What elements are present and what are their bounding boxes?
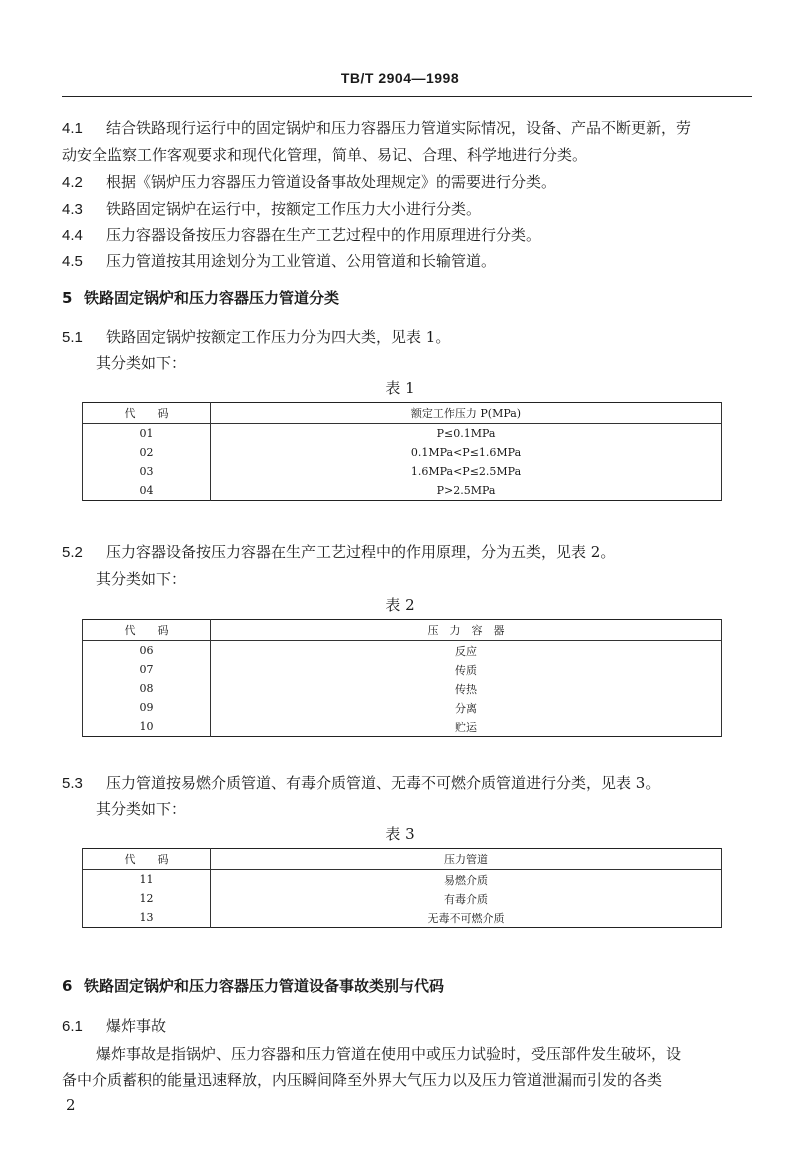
value-cell: 传质 — [211, 660, 722, 679]
table-2-caption: 表 2 — [385, 596, 415, 614]
code-cell: 08 — [83, 679, 211, 698]
clause-4-3 — [62, 198, 752, 219]
column-header: 代 码 — [83, 403, 211, 424]
section-title: 铁路固定锅炉和压力容器压力管道分类 — [84, 289, 340, 307]
clause-number: 4.5 — [62, 253, 83, 270]
column-header: 代 码 — [83, 620, 211, 641]
clause-text: 压力管道按其用途划分为工业管道、公用管道和长输管道。 — [106, 252, 497, 270]
code-cell: 02 — [83, 443, 211, 462]
header-rule — [62, 96, 752, 97]
code-cell: 12 — [83, 889, 211, 908]
table-row — [83, 889, 722, 908]
clause-text: 压力管道按易燃介质管道、有毒介质管道、无毒不可燃介质管道进行分类，见表 3。 — [106, 774, 661, 792]
section-number: 5 — [62, 289, 73, 307]
value-cell: 反应 — [211, 641, 722, 661]
value-cell: 易燃介质 — [211, 870, 722, 890]
table-row — [83, 641, 722, 661]
value-cell: 1.6MPa<P≤2.5MPa — [211, 462, 722, 481]
code-cell: 13 — [83, 908, 211, 928]
clause-6-1 — [62, 1015, 752, 1036]
value-cell: 0.1MPa<P≤1.6MPa — [211, 443, 722, 462]
table-2 — [82, 619, 722, 737]
clause-number: 4.2 — [62, 174, 83, 191]
clause-text: 动安全监察工作客观要求和现代化管理，简单、易记、合理、科学地进行分类。 — [62, 146, 588, 164]
clause-4-1-continued — [62, 144, 752, 165]
clause-text: 结合铁路现行运行中的固定锅炉和压力容器压力管道实际情况，设备、产品不断更新，劳 — [106, 119, 692, 137]
page-header: TB/T 2904—1998 — [340, 70, 460, 86]
clause-text: 根据《锅炉压力容器压力管道设备事故处理规定》的需要进行分类。 — [106, 173, 557, 191]
table-row — [83, 424, 722, 444]
table-row — [83, 908, 722, 928]
column-header: 压力管道 — [211, 849, 722, 870]
clause-4-2 — [62, 171, 752, 192]
table-row — [83, 698, 722, 717]
paragraph-line: 爆炸事故是指锅炉、压力容器和压力管道在使用中或压力试验时，受压部件发生破坏，设 — [96, 1045, 682, 1063]
table-1-caption: 表 1 — [385, 379, 415, 397]
clause-number: 4.1 — [62, 120, 83, 137]
clause-5-3 — [62, 772, 752, 793]
clause-text: 压力容器设备按压力容器在生产工艺过程中的作用原理进行分类。 — [106, 226, 542, 244]
table-row — [83, 462, 722, 481]
clause-text: 铁路固定锅炉按额定工作压力分为四大类，见表 1。 — [106, 328, 451, 346]
value-cell: P>2.5MPa — [211, 481, 722, 501]
section-6-heading — [62, 975, 444, 996]
clause-text: 爆炸事故 — [106, 1017, 167, 1035]
clause-5-1-sub: 其分类如下： — [96, 354, 187, 372]
code-cell: 04 — [83, 481, 211, 501]
code-cell: 03 — [83, 462, 211, 481]
table-1 — [82, 402, 722, 501]
table-row — [83, 481, 722, 501]
value-cell: 无毒不可燃介质 — [211, 908, 722, 928]
column-header: 额定工作压力 P(MPa) — [211, 403, 722, 424]
value-cell: 传热 — [211, 679, 722, 698]
section-title: 铁路固定锅炉和压力容器压力管道设备事故类别与代码 — [84, 977, 445, 995]
clause-5-3-sub: 其分类如下： — [96, 800, 187, 818]
table-row — [83, 717, 722, 737]
section-number: 6 — [62, 977, 73, 995]
clause-5-2 — [62, 541, 752, 562]
code-cell: 10 — [83, 717, 211, 737]
code-cell: 01 — [83, 424, 211, 444]
paragraph-line: 备中介质蓄积的能量迅速释放，内压瞬间降至外界大气压力以及压力管道泄漏而引发的各类 — [62, 1071, 663, 1089]
code-cell: 06 — [83, 641, 211, 661]
clause-4-1 — [62, 117, 752, 138]
table-3 — [82, 848, 722, 928]
clause-5-2-sub: 其分类如下： — [96, 570, 187, 588]
clause-number: 6.1 — [62, 1018, 83, 1035]
value-cell: 有毒介质 — [211, 889, 722, 908]
table-header-row — [83, 403, 722, 424]
column-header: 压 力 容 器 — [211, 620, 722, 641]
code-cell: 07 — [83, 660, 211, 679]
value-cell: 分离 — [211, 698, 722, 717]
table-row — [83, 679, 722, 698]
clause-number: 4.4 — [62, 227, 83, 244]
value-cell: 贮运 — [211, 717, 722, 737]
table-row — [83, 660, 722, 679]
clause-text: 铁路固定锅炉在运行中，按额定工作压力大小进行分类。 — [106, 200, 482, 218]
table-header-row — [83, 620, 722, 641]
clause-number: 5.1 — [62, 329, 83, 346]
value-cell: P≤0.1MPa — [211, 424, 722, 444]
section-5-heading — [62, 287, 339, 308]
clause-number: 4.3 — [62, 201, 83, 218]
clause-number: 5.3 — [62, 775, 83, 792]
column-header: 代 码 — [83, 849, 211, 870]
clause-5-1 — [62, 326, 752, 347]
clause-text: 压力容器设备按压力容器在生产工艺过程中的作用原理，分为五类，见表 2。 — [106, 543, 616, 561]
table-3-caption: 表 3 — [385, 825, 415, 843]
table-row — [83, 870, 722, 890]
clause-number: 5.2 — [62, 544, 83, 561]
clause-4-4 — [62, 224, 752, 245]
table-header-row — [83, 849, 722, 870]
clause-4-5 — [62, 250, 752, 271]
code-cell: 11 — [83, 870, 211, 890]
code-cell: 09 — [83, 698, 211, 717]
table-row — [83, 443, 722, 462]
page-number: 2 — [66, 1096, 76, 1114]
